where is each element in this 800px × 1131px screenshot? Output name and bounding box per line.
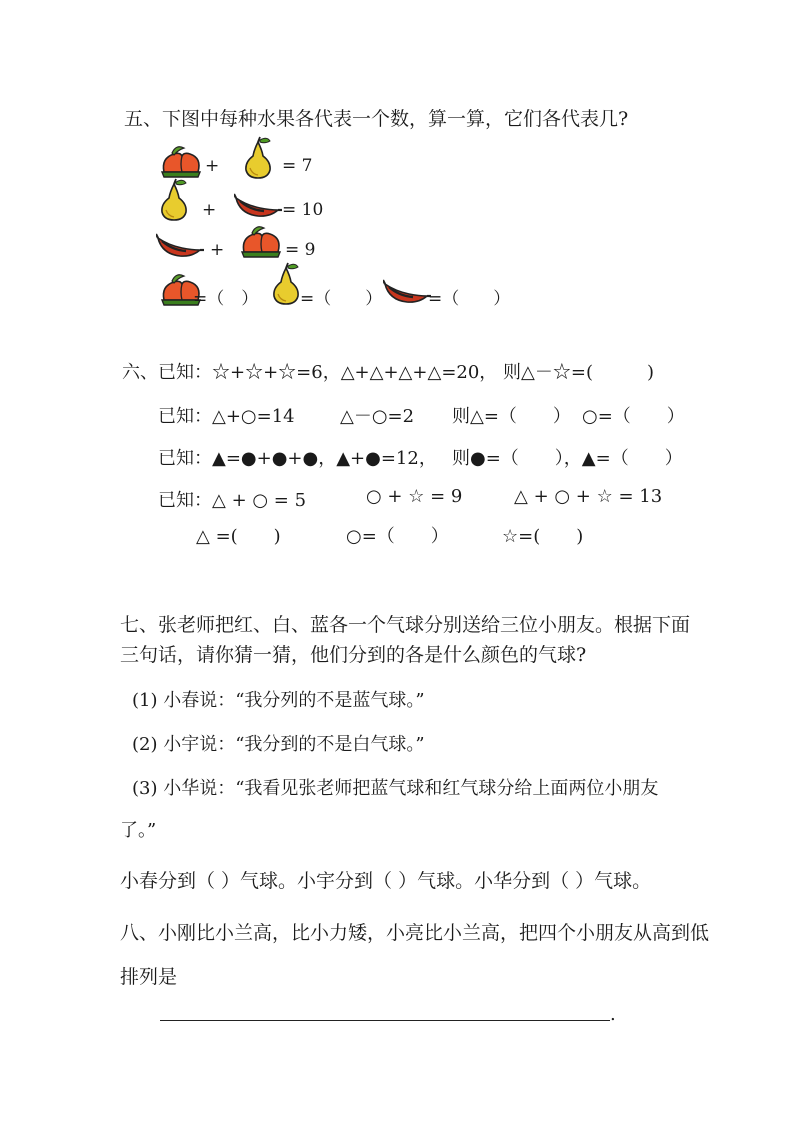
q6-line3-given: 已知：▲=●+●+●，▲+●=12， [158, 448, 437, 469]
q6-star-answer: ☆=( ) [502, 526, 584, 547]
q7-statement-2: (2) 小宇说：“我分到的不是白气球。” [132, 734, 425, 755]
q6-line2-triangle-answer: 则△=（ ） [452, 406, 571, 427]
q7-statement-1: (1) 小春说：“我分列的不是蓝气球。” [132, 690, 425, 711]
q6-line2-given2: △－○=2 [340, 406, 415, 427]
q6-circle-answer: ○=（ ） [346, 526, 449, 547]
peach-icon [158, 142, 204, 180]
q7-title-line2: 三句话，请你猜一猜，他们分到的各是什么颜色的气球? [120, 644, 587, 666]
peach-answer: =（ ） [193, 289, 259, 309]
q6-line4-given3: △ + ○ + ☆ = 13 [514, 486, 663, 507]
q5-title: 五、下图中每种水果各代表一个数，算一算，它们各代表几? [124, 108, 629, 130]
q6-line2-given: 已知：△+○=14 [158, 406, 295, 427]
q7-answer-line: 小春分到（ ）气球。小宇分到（ ）气球。小华分到（ ）气球。 [120, 870, 652, 892]
q6-line4-given1: 已知：△ + ○ = 5 [158, 490, 307, 511]
q8-answer-line [160, 1020, 610, 1021]
row2-result: = 10 [282, 200, 324, 220]
q7-statement-3-line2: 了。” [120, 820, 157, 841]
row1-result: = 7 [282, 156, 313, 176]
banana-icon [234, 188, 284, 220]
q8-title-line2: 排列是 [120, 966, 178, 988]
row3-result: = 9 [285, 240, 316, 260]
plus-sign: + [210, 240, 225, 260]
pear-icon [268, 262, 302, 306]
q6-line2-circle-answer: ○=（ ） [582, 406, 685, 427]
q7-statement-3-line1: (3) 小华说：“我看见张老师把蓝气球和红气球分给上面两位小朋友 [132, 778, 659, 799]
banana-answer: =（ ） [428, 289, 511, 309]
q6-triangle-answer: △ =( ) [196, 526, 281, 547]
q6-line4-given2: ○ + ☆ = 9 [366, 486, 463, 507]
pear-icon [240, 136, 274, 180]
banana-icon [156, 228, 206, 260]
plus-sign: + [202, 200, 217, 220]
banana-icon [383, 274, 433, 306]
plus-sign: + [205, 156, 220, 176]
q8-title-line1: 八、小刚比小兰高，比小力矮，小亮比小兰高，把四个小朋友从高到低 [120, 922, 710, 944]
q7-title-line1: 七、张老师把红、白、蓝各一个气球分别送给三位小朋友。根据下面 [120, 614, 691, 636]
q6-line3-answer: 则●=（ ），▲=（ ） [452, 448, 683, 469]
peach-icon [238, 222, 284, 260]
pear-icon [156, 178, 190, 222]
q6-line1: 六、已知：☆+☆+☆=6，△+△+△+△=20， 则△－☆=( ) [122, 362, 654, 383]
q8-end-mark: . [610, 1004, 616, 1025]
pear-answer: =（ ） [300, 289, 383, 309]
